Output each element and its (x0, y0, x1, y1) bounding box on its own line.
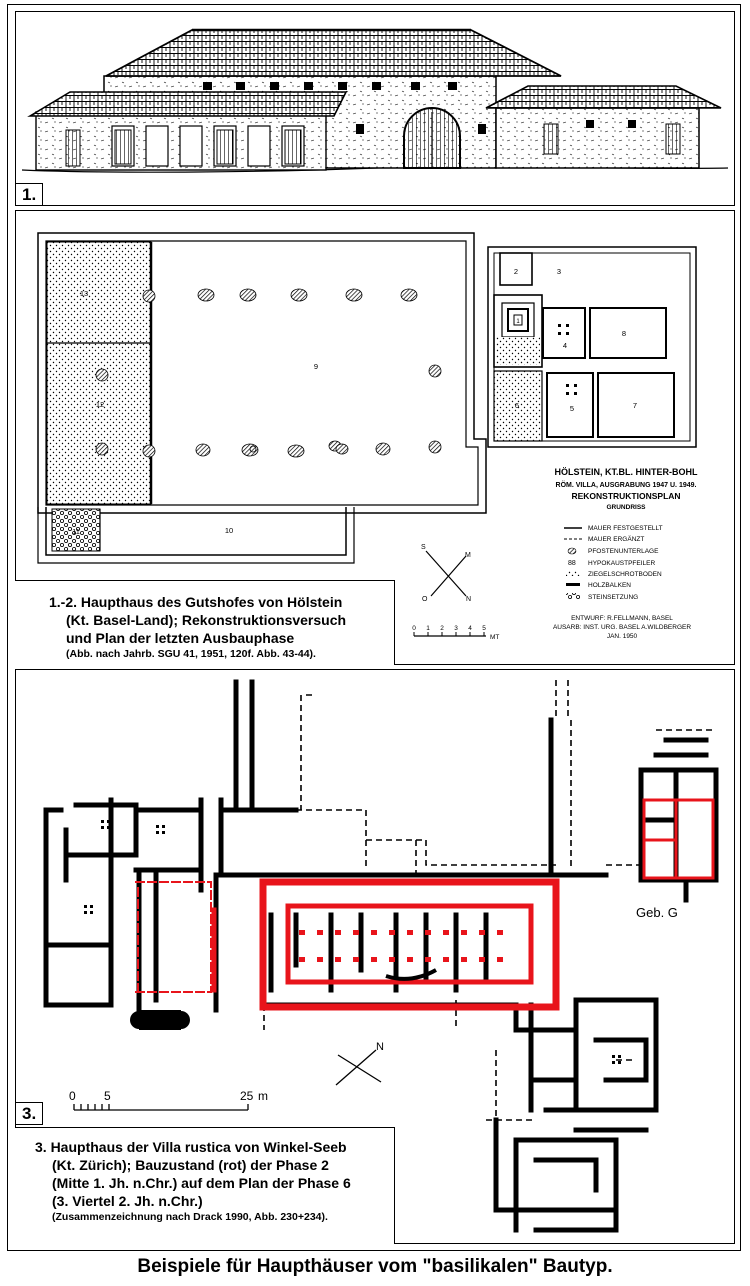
caption2-source: (Abb. nach Jahrb. SGU 41, 1951, 120f. Abb. 43-44). (66, 648, 316, 660)
room-label-6: 6 (514, 401, 520, 410)
scale-tick-4: 4 (468, 625, 472, 632)
legend-wood-beam: HOLZBALKEN (588, 582, 631, 589)
plan-title-line-3: REKONSTRUKTIONSPLAN (571, 491, 681, 501)
scale-bar-plan2 (412, 625, 499, 641)
caption-box-3 (15, 1127, 395, 1244)
legend-hypocaust-symbol: 88 (568, 560, 576, 567)
plan-title-line-1: HÖLSTEIN, KT.BL. HINTER-BOHL (554, 467, 698, 477)
caption-box-2 (15, 580, 395, 665)
north-label-n: N (466, 596, 472, 603)
scale-tick-3: 3 (454, 625, 458, 632)
room-label-2: 2 (513, 267, 519, 276)
north-label-s: S (421, 544, 426, 551)
legend-wall-found: MAUER FESTGESTELLT (588, 525, 663, 532)
north-label-plan3: N (376, 1041, 384, 1053)
panel-number-1: 1. (16, 183, 43, 205)
plan-title-line-4: GRUNDRISS (606, 504, 646, 511)
room-label-5: 5 (569, 404, 575, 413)
scale-bar-plan3 (74, 1104, 248, 1110)
caption3-line-1: 3. Haupthaus der Villa rustica von Winkel-Seeb (35, 1139, 347, 1155)
room-label-9: 9 (313, 362, 319, 371)
panel-house-drawing (15, 11, 735, 206)
scale3-unit: m (258, 1089, 268, 1103)
credit-line-3: JAN. 1950 (606, 633, 638, 640)
room-label-1: 1 (516, 319, 520, 325)
scale-tick-0: 0 (412, 625, 416, 632)
room-label-7: 7 (632, 401, 638, 410)
caption2-line-2: (Kt. Basel-Land); Rekonstruktionsversuch (66, 612, 347, 628)
room-label-4: 4 (562, 341, 568, 350)
north-label-m: M (465, 552, 471, 559)
credit-line-2: AUSARB: INST. URG. BASEL A.WILDBERGER (552, 624, 692, 631)
panel-number-3: 3. (16, 1102, 43, 1125)
room-label-8: 8 (621, 329, 627, 338)
north-arrow-plan2 (426, 551, 466, 596)
caption3-line-4: (3. Viertel 2. Jh. n.Chr.) (52, 1193, 203, 1209)
credit-line-1: ENTWURF: R.FELLMANN, BASEL (571, 615, 673, 622)
legend-post-base: PFOSTENUNTERLAGE (588, 548, 659, 555)
scale-tick-1: 1 (426, 625, 430, 632)
room-label-12: 12 (95, 400, 105, 409)
figure-title: Beispiele für Haupthäuser vom "basilikalen" Bautyp. (137, 1256, 613, 1277)
scale-tick-5: 5 (482, 625, 486, 632)
scale-unit-plan2: MT (490, 634, 500, 641)
room-label-13: 13 (79, 289, 89, 298)
scale3-tick-5: 5 (104, 1089, 111, 1103)
plan-title-line-2: RÖM. VILLA, AUSGRABUNG 1947 U. 1949. (555, 482, 697, 489)
room-label-3: 3 (556, 267, 562, 276)
room-label-10: 10 (224, 526, 234, 535)
legend-hypocaust: HYPOKAUSTPFEILER (588, 560, 656, 567)
scale-tick-2: 2 (440, 625, 444, 632)
building-g-label: Geb. G (636, 905, 678, 920)
caption2-line-3: und Plan der letzten Ausbauphase (66, 630, 295, 646)
legend-brick-floor: ZIEGELSCHROTBODEN (588, 571, 662, 578)
caption3-source: (Zusammenzeichnung nach Drack 1990, Abb. 230+234). (52, 1211, 328, 1223)
scale3-tick-25: 25 (240, 1089, 254, 1103)
scale3-tick-0: 0 (69, 1089, 76, 1103)
room-label-11: 11 (72, 527, 80, 536)
north-label-o: O (422, 596, 428, 603)
legend-wall-supplemented: MAUER ERGÄNZT (588, 536, 645, 543)
caption2-line-1: 1.-2. Haupthaus des Gutshofes von Hölstein (49, 594, 343, 610)
caption3-line-3: (Mitte 1. Jh. n.Chr.) auf dem Plan der Phase 6 (52, 1175, 351, 1191)
legend-stone-setting: STEINSETZUNG (588, 594, 639, 601)
caption3-line-2: (Kt. Zürich); Bauzustand (rot) der Phase 2 (52, 1157, 329, 1173)
house-elevation-drawing (16, 12, 733, 204)
north-arrow-plan3 (336, 1050, 381, 1085)
